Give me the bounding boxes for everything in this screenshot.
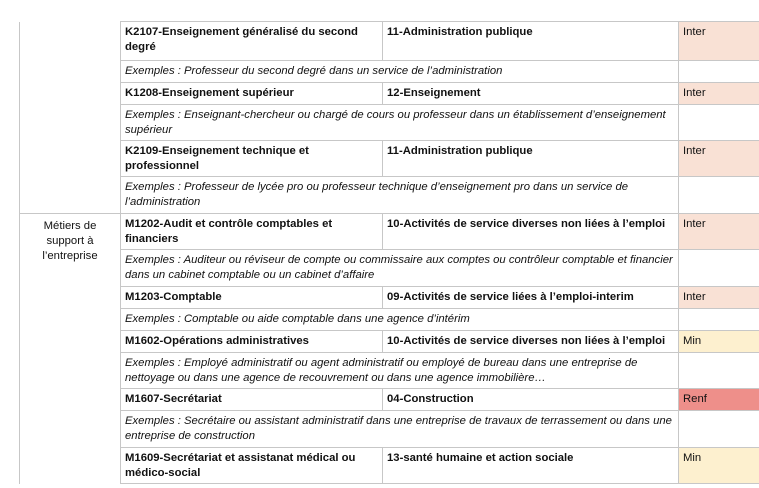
level-badge: Renf [679,389,759,411]
job-sector-table [19,21,759,484]
sector-name: 11-Administration publique [383,141,679,177]
job-title: M1602-Opérations administratives [121,331,383,353]
level-badge: Inter [679,214,759,250]
table-row-example [20,411,759,448]
job-title: M1202-Audit et contrôle comptables et financiers [121,214,383,250]
table-row-job [20,287,759,309]
table-row-job [20,331,759,353]
level-badge: Min [679,448,759,484]
job-title: M1609-Secrétariat et assistanat médical ou médico-social [121,448,383,484]
empty-cell [679,105,759,141]
sector-name: 04-Construction [383,389,679,411]
sector-name: 09-Activités de service liées à l’emploi-interim [383,287,679,309]
sector-name: 12-Enseignement [383,83,679,105]
sector-name: 13-santé humaine et action sociale [383,448,679,484]
empty-cell [679,411,759,448]
empty-cell [679,61,759,83]
table-body [20,22,759,484]
empty-cell [679,177,759,214]
example-text: Exemples : Professeur de lycée pro ou professeur technique d’enseignement pro dans un service de l’administration [121,177,679,214]
group-label [20,22,121,214]
table-row-example [20,105,759,141]
level-badge: Inter [679,287,759,309]
sector-name: 10-Activités de service diverses non liées à l’emploi [383,214,679,250]
table-row-example [20,177,759,214]
job-title: M1607-Secrétariat [121,389,383,411]
table-row-example [20,250,759,287]
sector-name: 10-Activités de service diverses non liées à l’emploi [383,331,679,353]
level-badge: Inter [679,141,759,177]
group-label: Métiers de support à l’entreprise [20,214,121,484]
table-row-example [20,353,759,389]
example-text: Exemples : Secrétaire ou assistant administratif dans une entreprise de travaux de terrassement ou dans une entreprise de construction [121,411,679,448]
table-row-job [20,389,759,411]
job-title: K1208-Enseignement supérieur [121,83,383,105]
table-row-job [20,22,759,61]
example-text: Exemples : Comptable ou aide comptable dans une agence d’intérim [121,309,679,331]
example-text: Exemples : Professeur du second degré dans un service de l’administration [121,61,679,83]
level-badge: Inter [679,83,759,105]
table-row-example [20,309,759,331]
job-title: K2109-Enseignement technique et professionnel [121,141,383,177]
table-row-job [20,141,759,177]
job-title: K2107-Enseignement généralisé du second degré [121,22,383,61]
table-row-job [20,448,759,484]
table-row-job [20,83,759,105]
example-text: Exemples : Auditeur ou réviseur de compte ou commissaire aux comptes ou contrôleur comptable et financier dans un cabinet comptable ou un cabinet d’affaire [121,250,679,287]
empty-cell [679,250,759,287]
empty-cell [679,353,759,389]
sector-name: 11-Administration publique [383,22,679,61]
example-text: Exemples : Employé administratif ou agent administratif ou employé de bureau dans une entreprise de nettoyage ou dans une agence de recouvrement ou dans une agence immobilière… [121,353,679,389]
level-badge: Inter [679,22,759,61]
level-badge: Min [679,331,759,353]
empty-cell [679,309,759,331]
table-row-example [20,61,759,83]
job-title: M1203-Comptable [121,287,383,309]
table-row-job [20,214,759,250]
example-text: Exemples : Enseignant-chercheur ou chargé de cours ou professeur dans un établissement d’enseignement supérieur [121,105,679,141]
